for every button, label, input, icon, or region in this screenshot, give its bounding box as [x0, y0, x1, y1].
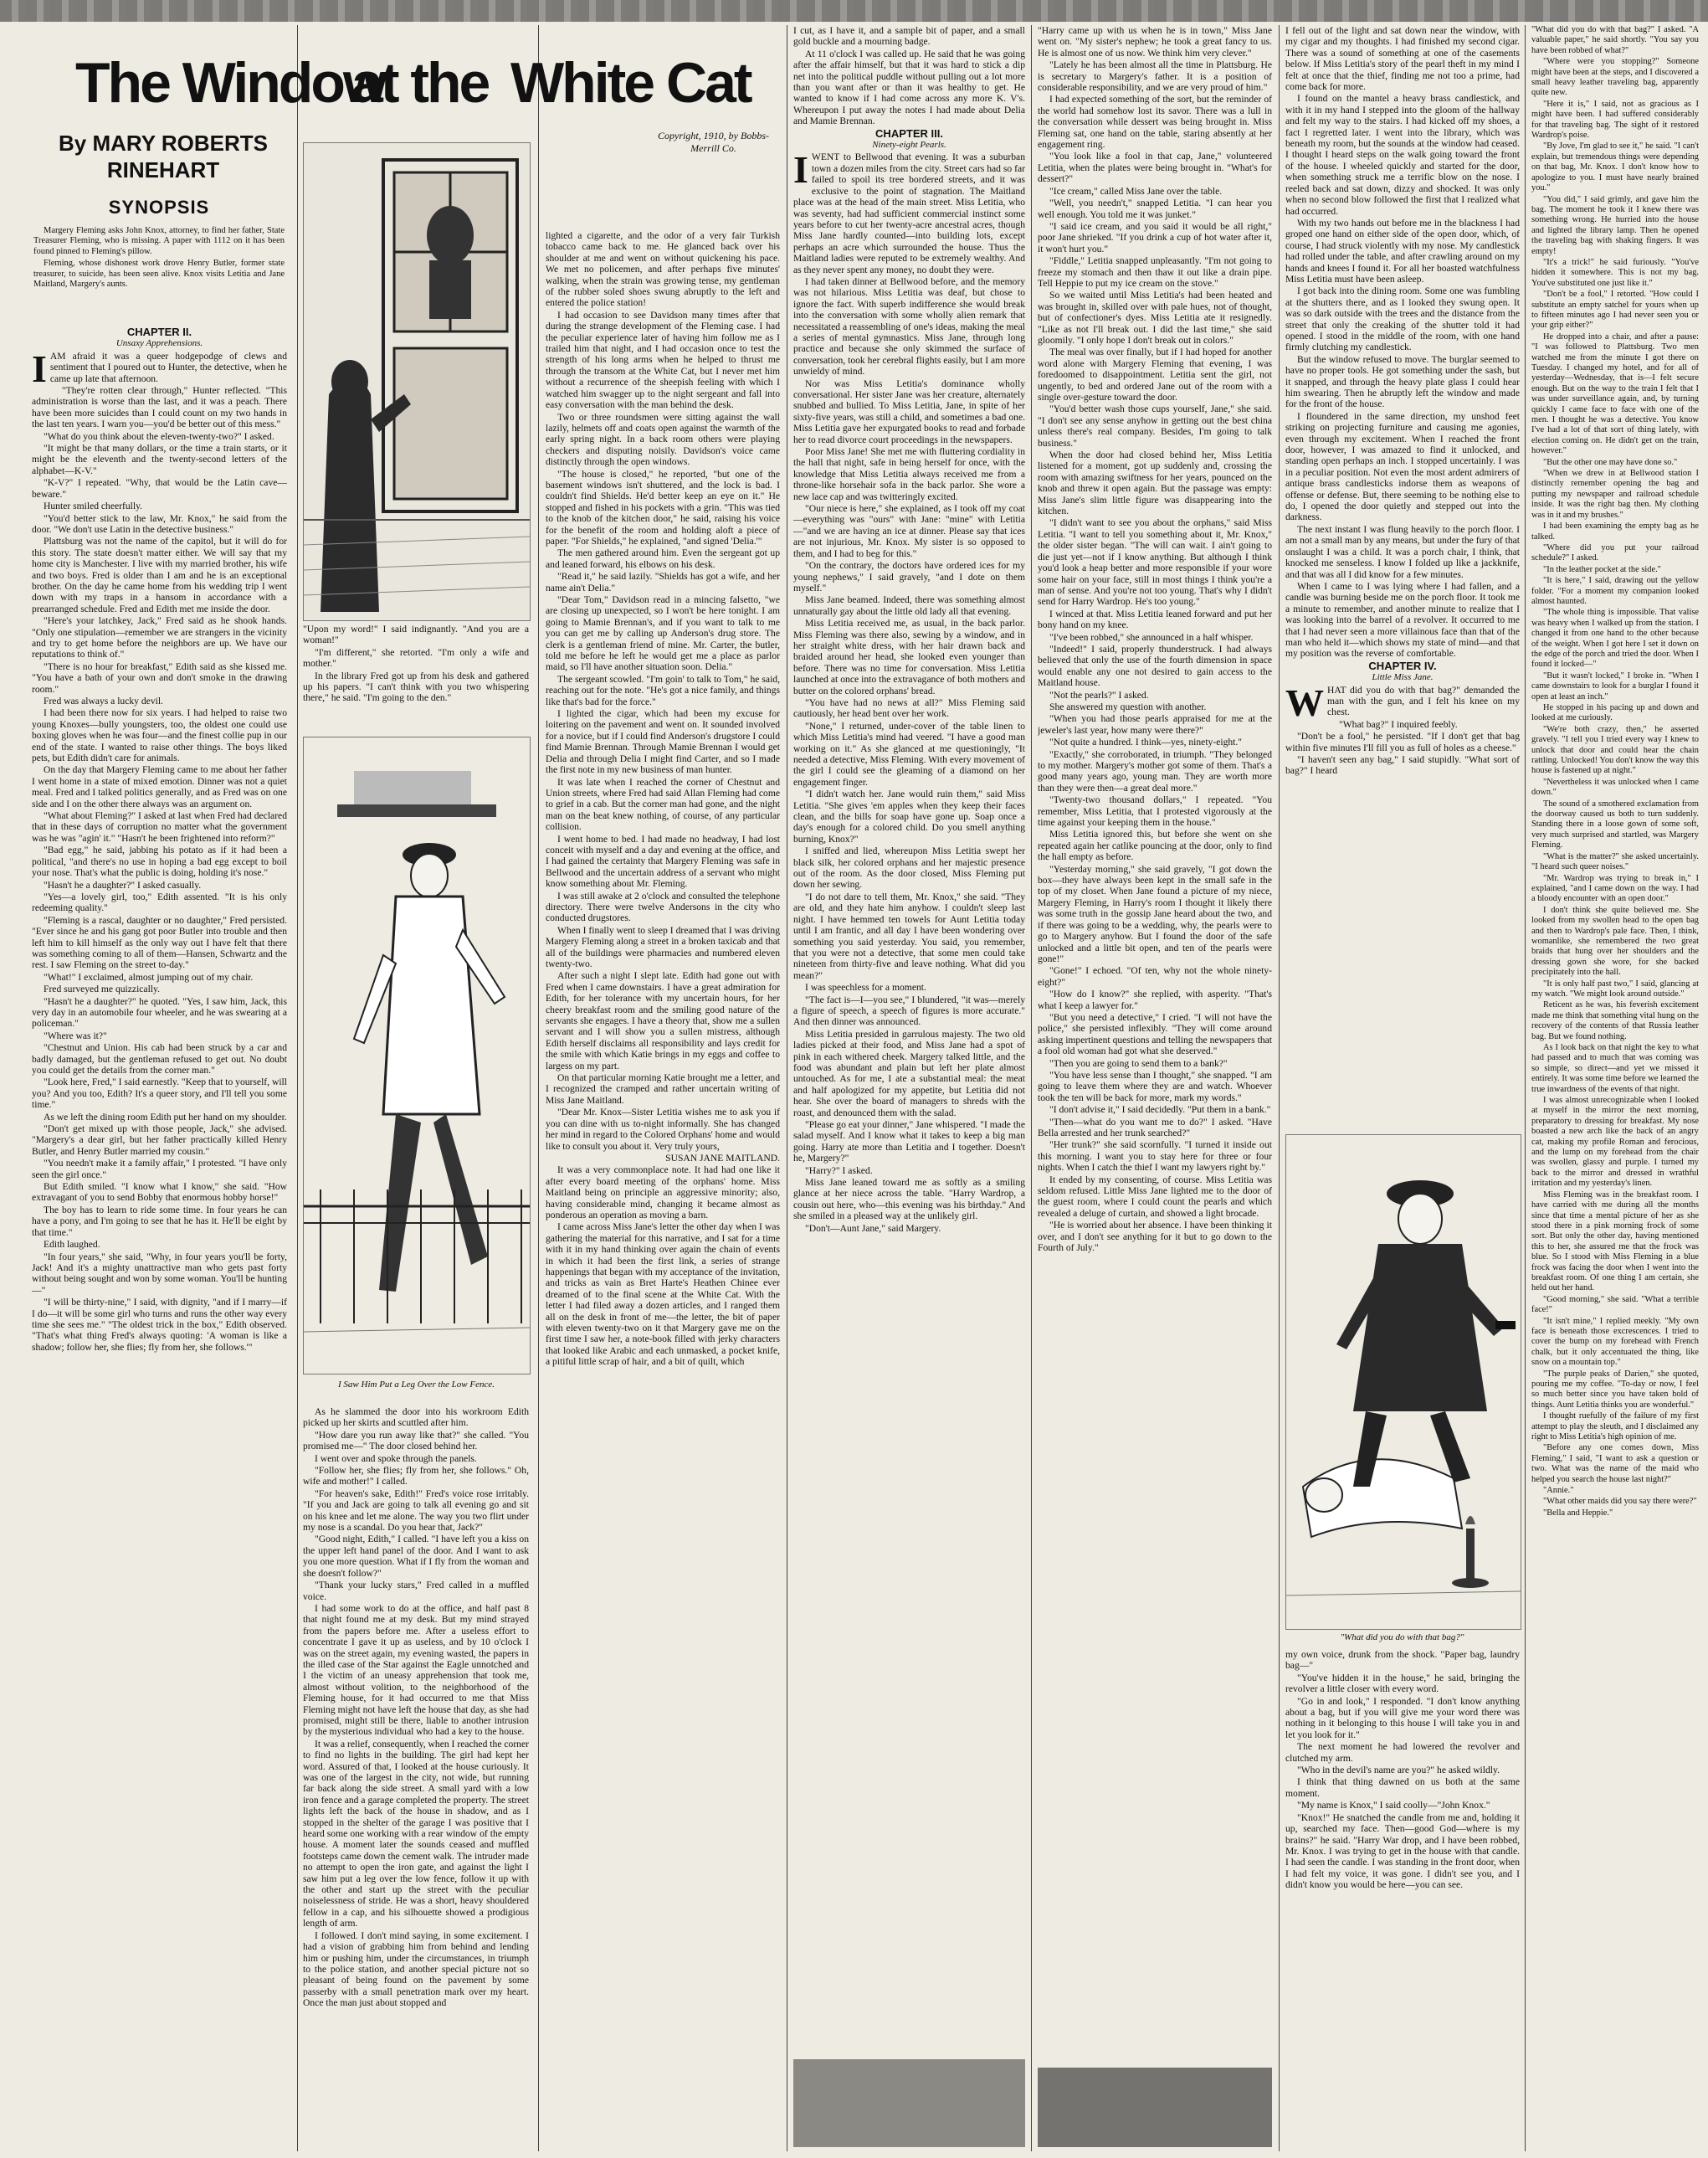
synopsis-text: Margery Fleming asks John Knox, attorney, to find her father, State Treasurer Fleming, who is missing. A paper with 1112 on it has been found pinned to Fleming's pillow. Fleming, whose dishonest work drove Henry Butler, former state treasurer, to suicide, has been seen alive. Knox visits Letitia and Jane Maitland, Margery's aunts.: [33, 226, 285, 290]
drop-cap: I: [793, 148, 808, 192]
column-rule: [1279, 25, 1280, 2151]
illustration-revolver: [1285, 1134, 1521, 1630]
column-1: CHAPTER II. Unsaxy Apprehensions. IAM afraid it was a queer hodgepodge of clews and sentiment that I poured out to Hunter, the detective, when he came up late that afternoon. "They're rotten clear through," Hunter reflected. "This administration is worse than the last, and it was a peach. There have been more suicides than I could count on my two hands in the last ten years. I warn you—you'd be better out of this mess." "What do you think about the eleven-twenty-two?" I asked. "It might be that many dollars, or the time a train starts, or it might be the eleventh and the twenty-second letters of the alphabet—K-V." "K-V?" I repeated. "Why, that would be the Latin cave—beware." Hunter smiled cheerfully. "You'd better stick to the law, Mr. Knox," he said from the door. "We don't use Latin in the detective business." Plattsburg was not the name of the capitol, but it will do for this story. The state doesn't matter either. We will say that my home city is Manchester. I live with my married brother, his wife and two boys. Fred is older than I am and he is an exceptional brother. On the day he came home from his wedding trip I went down with my traps in a hansom in accordance with a prearranged schedule. Fred and Edith met me inside the door. "Here's your latchkey, Jack," Fred said as he shook hands. "Only one stipulation—remember we are strangers in the vicinity and try to get home before the neighbors are up. We have our reputations to think of." "There is no hour for breakfast," Edith said as she kissed me. "You have a bath of your own and don't smoke in the drawing room." Fred was always a lucky devil. I had been there now for six years. I had helped to raise two young Knoxes—bully youngsters, too, the oldest one could use boxing gloves when he was four—and the finest collie pup in our end of the state. I wanted to raise other things. The boys liked pets, but Edith didn't care for animals. On the day that Margery Fleming came to me about her father I went home in a state of mixed emotion. Dinner was not a quiet meal. Fred and I talked politics generally, and as Fred was on one side and I on the other there always was an argument on. "What about Fleming?" I asked at last when Fred had declared that in these days of corruption no matter what the government was he was "agin' it." "Hasn't he been frightened into reform?" "Bad egg," he said, jabbing his potato as if it had been a political, "and there's no use in hoping a bad egg except to boil your nose. That's what the public is doing, holding it's nose." "Hasn't he a daughter?" I asked casually. "Yes—a lovely girl, too," Edith assented. "It is his only redeeming quality." "Fleming is a rascal, daughter or no daughter," Fred persisted. "Ever since he and his gang got poor Butler into trouble and then left him to kill himself as the only way out I have felt that there was something coming to all of them—Hansen, Schwartz and the rest. I saw Fleming on the street to-day." "What!" I exclaimed, almost jumping out of my chair. Fred surveyed me quizzically. "Hasn't he a daughter?" he quoted. "Yes, I saw him, Jack, this very day in an automobile four wheeler, and he was swearing at a policeman." "Where was it?" "Chestnut and Union. His cab had been struck by a car and badly damaged, but the gentleman refused to get out. No doubt you could get the details from the corner man." "Look here, Fred," I said earnestly. "Keep that to yourself, will you? And you too, Edith? It's a queer story, and I'll tell you some time." As we left the dining room Edith put her hand on my shoulder. "Don't get mixed up with those people, Jack," she advised. "Margery's a dear girl, but her father practically killed Henry Butler, and Henry Butler married my cousin." "You needn't make it a family affair," I protested. "I have only seen the girl once." But Edith smiled. "I know what I know," she said. "How extravagant of you to send Bobby that enormous hobby horse!" The boy has to learn to ride some time. In four years he can have a pony, and I'm going to see that he has it. He'll be eight by that time." Edith laughed. "In four years," she said, "Why, in four years you'll be forty, Jack! And it's a mighty unattractive man who gets past forty without being sought and won by some woman. You'll be hunting—" "I will be thirty-nine," I said, with dignity, "and if I marry—if I do—it will be some girl who turns and runs the other way every time she sees me." "The oldest trick in the box," Edith observed. "That's what thing Fred's always quoting: 'A woman is like a shadow; follow her, she flies; fly from her, she follows.'": [32, 326, 287, 1353]
column-2-top: "Upon my word!" I said indignantly. "And you are a woman!" "I'm different," she retorted. "I'm only a wife and mother." In the library Fred got up from his desk and gathered up his papers. "I can't think with you two whispering there," he said. "I'm going to the den.": [303, 624, 529, 704]
column-4: I cut, as I have it, and a sample bit of paper, and a small gold buckle and a mourning badge. At 11 o'clock I was called up. He said that he was going after the affair himself, but that it was hard to stick a dip net into the political puddle without pulling out a lot more than you want after or than it was healthy to get. He wanted to know if I had come across any more K. V's. Whereupon I put away the notes I had made about Delia and Mamie Brennan. CHAPTER III. Ninety-eight Pearls. IWENT to Bellwood that evening. It was a suburban town a dozen miles from the city. Street cars had so far failed to spoil its tree bordered streets, and it was exclusive to the point of stagnation. The Maitland place was at the head of the main street. Miss Letitia, who was seventy, had had sufficient commercial instinct some years before to cut her twenty-acre ancestral acres, though Miss Jane hardly counted—into building lots, except perhaps an acre which surrounded the house. Thus the Maitland ladies were reputed to be extremely wealthy. And as they never spent any money, no doubt they were. I had taken dinner at Bellwood before, and the memory was not hilarious. Miss Letitia was deaf, but chose to ignore the fact. With superb indifference she would break into the conversation with some wholly alien remark that necessitated a reassembling of one's ideas, making the meal a series of mental gymnastics. Miss Jane, through long practice and because she only skimmed the surface of conversation, took her cerebral flights easily, but I am more unwieldy of mind. Nor was Miss Letitia's dominance wholly conversational. Her sister Jane was her creature, alternately snubbed and bullied. To Miss Letitia, Jane, in spite of her sixty-five years, was still a child, and sometimes a bad one. Miss Letitia gave her expurgated books to read and forbade her to read divorce court proceedings in the newspapers. Poor Miss Jane! She met me with fluttering cordiality in the hall that night, safe in being herself for once, with the knowledge that Miss Letitia always received me from a throne-like horsehair sofa in the back parlor. She wore a new lace cap and was twitteringly excited. "Our niece is here," she explained, as I took off my coat—everything was "ours" with Jane: "mine" with Letitia—"and we are having an ice at dinner. Please say that ices are not injurious, Mr. Knox. My sister is so opposed to them, and I had to beg for this." "On the contrary, the doctors have ordered ices for my young nephews," I said gravely, "and I dote on them myself." Miss Jane beamed. Indeed, there was something almost unnaturally gay about the little old lady all that evening. Miss Letitia received me, as usual, in the back parlor. Miss Fleming was there also, sewing by a window, and in her straight white dress, with her hair drawn back and braided around her head, she looked even younger than before. There was no time for conversation. Miss Letitia launched at once into the extravagance of both mothers and butter on the colored orphans' bread. "You have had no news at all?" Miss Fleming said cautiously, her head bent over her work. "None," I returned, under-cover of the table linen to which Miss Letitia's mind had veered. "I have a good man working on it." As she glanced at me questioningly, "It needed a detective, Miss Fleming. With every movement of the girl I could see the gleaming of a diamond on her engagement finger. "I didn't watch her. Jane would ruin them," said Miss Letitia. "She gives 'em apples when they keep their faces clean, and the bills for soap have gone up. Soap once a day's enough for a colored child. Do you smell anything burning, Knox?" I sniffed and lied, whereupon Miss Letitia swept her black silk, her colored orphans and her majestic presence out of the room. As the door closed, Miss Fleming put down her sewing. "I do not dare to tell them, Mr. Knox," she said. "They are old, and they hate him anyhow. I couldn't sleep last night. I have hemmed ten towels for Aunt Letitia today until I am frantic, and all day I have been wondering over something you said yesterday. You said, you remember, that you were not a detective, that some men could take nineteen from thirty-five and leave nothing. What did you mean?" I was speechless for a moment. "The fact is—I—you see," I blundered, "it was—merely a figure of speech, a speech of figures is more accurate." And then dinner was announced. Miss Letitia presided in garrulous majesty. The two old ladies picked at their food, and Miss Jane had a spot of pink in each withered cheek. Margery talked little, and the food was abundant and plain but left her plate almost untouched. As for me, I ate a substantial meal: the meat and half apologized for my appetite, but Letitia did not hear. She over the board of managers to shreds with the roast, and denounced them with the salad. "Please go eat your dinner," Jane whispered. "I made the salad myself. And I know what it takes to keep a big man going. Harry ate more than Letitia and I together. Doesn't he, Margery?" "Harry?" I asked. Miss Jane leaned toward me as softly as a smiling glance at her niece across the table. "Harry Wardrop, a cousin out here, who—this evening was his birthday." And she smiled in a pleased way at the unlikely girl. "Don't—Aunt Jane," said Margery.: [793, 25, 1025, 1234]
copyright-notice: Copyright, 1910, by Bobbs- Merrill Co.: [658, 130, 769, 154]
title-part-2: at the: [351, 51, 489, 115]
synopsis-heading: SYNOPSIS: [108, 197, 210, 218]
chapter-subheading: Unsaxy Apprehensions.: [115, 338, 203, 349]
drop-cap: I: [32, 347, 47, 390]
ink-smudge: [793, 2059, 1025, 2147]
column-6: I fell out of the light and sat down near the window, with my cigar and my thoughts. I had finished my second cigar. There was a sound of something at one of the casements below. If Miss Letitia's story of the pearl theft in my mind I felt at once that the thief, finding me not too a prime, had come back for more. I found on the mantel a heavy brass candlestick, and with it in my hand I stepped into the gloom of the hallway and felt my way to the stairs. I had kicked off my shoes, a fact I regretted later. I went into the library, which was beneath my room, but the sounds at the window had ceased. I thought I heard steps on the walk going toward the front of the house. I wheeled quickly and started for the door, when something struck me a terrific blow on the nose. I reeled back and sat down, dizzy and shocked. It was only when no second blow followed the first that I realized what had occurred. With my two hands out before me in the blackness I had groped one hand on either side of the open door, which, of course, I had struck violently with my nose. My candlestick had rolled under the table, and after crawling around on my hands and knees I found it. For all her boasted watchfulness Miss Letitia must have been asleep. I got back into the dining room. Some one was fumbling at the shutters there, and as I looked they swung open. It was so dark outside with the trees and the distance from the street that only the creaking of the shutter told it had opened. I stood in the middle of the room, with one hand firmly clutching my candlestick. But the window refused to move. The burglar seemed to have no proper tools. He got something under the sash, but it snapped, and through the heavy plate glass I could hear him swearing. Then he abruptly left the window and made for the front of the house. I floundered in the same direction, my unshod feet striking on projecting furniture and causing me agonies, even through my excitement. When I reached the front door, however, I was amazed to find it unlocked, and standing open perhaps an inch. I stopped uncertainly. I was in a peculiar position. Not even the most ardent admirers of antique brass candlesticks indorse them as weapons of offense or defense. But, there seeming to be nothing else to do, I opened the door quietly and stepped out into the darkness. The next instant I was flung heavily to the porch floor. I am not a small man by any means, but under the fury of that onslaught I was a child. It was a porch chair, I think, that knocked me senseless. I know I folded up like a jackknife, and that was all I did know for a few minutes. When I came to I was lying where I had fallen, and a candle was burning beside me on the porch floor. It took me a minute to remember, and another minute to realize that I was looking into the barrel of a revolver. It occurred to me that I had never seen a more villainous face than that of the man who held it—which shows my state of mind—and that my position was the reverse of comfortable. CHAPTER IV. Little Miss Jane. WHAT did you do with that bag?" demanded the man with the gun, and I felt his knee on my chest. "What bag?" I inquired feebly. "Don't be a fool," he persisted. "If I don't get that bag within five minutes I'll fill you as full of holes as a cheese." "I haven't seen any bag," I said stupidly. "What sort of bag?" I heard: [1285, 25, 1520, 777]
chapter-heading: CHAPTER II.: [126, 326, 192, 338]
masthead-strip: [0, 0, 1708, 22]
illustration-caption: I Saw Him Put a Leg Over the Low Fence.: [338, 1380, 495, 1390]
drop-cap: W: [1285, 681, 1324, 724]
chapter-heading: CHAPTER III.: [875, 126, 943, 140]
column-2: As he slammed the door into his workroom Edith picked up her skirts and scuttled after him. "How dare you run away like that?" she called. "You promised me—" The door closed behind her. I went over and spoke through the panels. "Follow her, she flies; fly from her, she follows." Oh, wife and mother!" I called. "For heaven's sake, Edith!" Fred's voice rose irritably. "If you and Jack are going to talk all evening go and sit on his knee and let me alone. The way you two flirt under my nose is a scandal. Do you hear that, Jack?" "Good night, Edith," I called. "I have left you a kiss on the upper left hand panel of the door. And I want to ask you one more question. What if I fly from the woman and she doesn't follow?" "Thank your lucky stars," Fred called in a muffled voice. I had some work to do at the office, and half past 8 that night found me at my desk. But my mind strayed from the papers before me. After a useless effort to concentrate I gave it up as useless, and by 10 o'clock I was on the street again, my evening wasted, the papers in the illed case of the Star against the Eagle unnotched and I the victim of an uneasy apprehension that took me, almost without volition, to the neighborhood of the Fleming house, for it had occurred to me that Miss Fleming might not have left the house that day, as she had promised, might still be there, liable to another intrusion by the mysterious individual who had a key to the house. It was a relief, consequently, when I reached the corner to find no lights in the building. The girl had kept her word. Assured of that, I looked at the house curiously. It was one of the largest in the city, not wide, but running far back along the side street. A small yard with a low iron fence and a garage completed the property. The street lights left the back of the house in shadow, and as I stopped in the shelter of the garage I was positive that I heard some one working with a rear window of the empty house. A moment later the sounds ceased and muffled footsteps came down the cement walk. The intruder made no attempt to open the iron gate, and against the light I saw him put a leg over the low fence, follow it up with the other and start up the street with the peculiar noiselessness of stride. He was a short, heavy shouldered fellow in a cap, and his silhouette showed a prodigious length of arm. I followed. I don't mind saying, in some excitement. I had a vision of grabbing him from behind and lending him or pushing him, under the circumstances, in triumph to the police station, and another special picture not so pleasant of being found on the pavement by some passerby with a small penetration mark over my heart. Once the man just about stopped and: [303, 1406, 529, 2009]
column-rule: [538, 25, 539, 2151]
column-7: "What did you do with that bag?" I asked. "A valuable paper," he said shortly. "You say you have been robbed of what?" "Where were you stopping?" Someone might have been at the steps, and I discovered a small heavy leather traveling bag, apparently quite new. "Here it is," I said, not as gracious as I might have been. I had suffered considerably for that traveling bag. The sight of it restored Wardrop's poise. "By Jove, I'm glad to see it," he said. "I can't explain, but tremendous things were depending on that bag, Mr. Knox. I don't know how to apologize to you. I must have nearly brained you." "You did," I said grimly, and gave him the bag. The moment he took it I knew there was something wrong. He hurried into the house and lighted the library lamp. Then he opened the traveling bag with shaking fingers. It was empty! "It's a trick!" he said furiously. "You've hidden it somewhere. This is not my bag. You've substituted one just like it." "Don't be a fool," I retorted. "How could I substitute an empty satchel for yours when up to fifteen minutes ago I had never seen you or your grip either?" He dropped into a chair, and after a pause: "I was followed to Plattsburg. Two men watched me from the minute I got there on Tuesday. I changed my hotel, and for all of yesterday—Wednesday, that is—I felt secure enough. But on the way to the train I felt that I was under surveillance again, and, by turning quickly I came face to face with one of the men. I thought he was a detective. You know I've had a lot of that sort of thing lately, with election coming on. He didn't get on the train, however." "But the other one may have done so." "When we drew in at Bellwood station I distinctly remember opening the bag and putting my newspaper and railroad schedule inside. It was the right bag then. My clothing was in it and my brushes." I had been examining the empty bag as he talked. "Where did you put your railroad schedule?" I asked. "In the leather pocket at the side." "It is here," I said, drawing out the yellow folder. "For a moment my companion looked almost haunted. "The whole thing is impossible. That valise was heavy when I walked up from the station. I changed it from one hand to the other because of the weight. When I got here I set it down on the edge of the porch and tried the door. When I found it locked—" "But it wasn't locked," I broke in. "When I came downstairs to look for a burglar I found it open at least an inch." He stopped in his pacing up and down and looked at me curiously. "We're both crazy, then," he asserted gravely. "I tell you I tried every way I knew to unlock that door and could hear the chain rattling. Unlocked! You don't know the way this house is fastened up at night." "Nevertheless it was unlocked when I came down." The sound of a smothered exclamation from the doorway caused us both to turn suddenly. Standing there in a loose gown of some soft, very much surprised and startled, was Margery Fleming. "What is the matter?" she asked uncertainly. "I heard such queer noises." "Mr. Wardrop was trying to break in," I explained, "and I came down on the way. I had a bloody encounter with an open door." I don't think she quite believed me. She looked from my swollen head to the open bag and then to Wardrop's pale face. Then, I think, womanlike, she remembered the two great braids that hung over her shoulders and the dressing gown she wore, for she backed precipitately into the hall. "It is only half past two," I said, glancing at my watch. "We might look around outside." Reticent as he was, his feverish excitement made me think that something vital hung on the recovery of the contents of that Russia leather bag. But we found nothing. As I look back on that night the key to what had passed and to much that was coming was so simple, so direct—and yet we missed it entirely. It was some time before we learned the true inwardness of the events of that night. I was almost unrecognizable when I looked at myself in the mirror the next morning, preparatory to dressing for breakfast. My nose boasted a new arch like the back of an angry cat, making my profile Roman and ferocious, and the lump on my forehead from the chair was swollen, glassy and purple. I turned my back to the mirror and dressed in wrathful irritation and my yesterday's linen. Miss Fleming was in the breakfast room. I have carried with me during all the months since that time a mental picture of her as she stood there in a pink morning frock of some sort. But only the other day, having mentioned this to her, she assured me that the frock was blue. So I stood with Miss Fleming in a blue frock was facing the door when I went into the breakfast room. Of one thing I am certain, she held out her hand. "Good morning," she said. "What a terrible face!" "It isn't mine," I replied meekly. "My own face is beneath those excrescences. I tried to cover the bump on my forehead with French chalk, but it only accentuated the thing, like snow on a mountain top." "The purple peaks of Darien," she quoted, pouring me my coffee. "To-day or now, I feel so much better since you have taken hold of things. Aunt Letitia thinks you are wonderful." I thought ruefully of the failure of my first attempt to play the sleuth, and I disclaimed any right to Miss Letitia's high opinion of me. "Before any one comes down, Miss Fleming," I said, "I want to ask a question or two. What was the name of the maid who helped you search the house last night?" "Annie." "What other maids did you say there were?" "Bella and Heppie.": [1531, 25, 1699, 1518]
illustration-window: [303, 142, 531, 621]
title-part-1: The Window: [75, 51, 385, 115]
illustration-caption: "What did you do with that bag?": [1340, 1632, 1464, 1642]
column-6-bottom: my own voice, drunk from the shock. "Paper bag, laundry bag—" "You've hidden it in the house," he said, bringing the revolver a little closer with every word. "Go in and look," I responded. "I don't know anything about a bag, but if you will give me your word there was nothing in it belonging to this house I will take you in and let you look for it." The next moment he had lowered the revolver and clutched my arm. "Who in the devil's name are you?" he asked wildly. I think that thing dawned on us both at the same moment. "My name is Knox," I said coolly—"John Knox." "Knox!" He snatched the candle from me and, holding it up, searched my face. Then—good God—where is my brains?" he said. "Harry War drop, and I have been robbed, Mr. Knox. I was trying to get in the house with that candle. I had seen the candle. I was standing in the front door, when I had felt my voice, it was gone. I didn't see you, and I didn't know you would be here—you can see.: [1285, 1649, 1520, 1891]
column-rule: [297, 25, 298, 2151]
column-5: "Harry came up with us when he is in town," Miss Jane went on. "My sister's nephew; he took a great fancy to us. He is almost one of us now. We think him very clever." "Lately he has been almost all the time in Plattsburg. He is secretary to Margery's father. It is a position of considerable responsibility, and we are very proud of him." I had expected something of the sort, but the reminder of the world had somehow lost its savor. There was a lull in the conversation while dessert was being brought in. Miss Fleming sat, one hand on the table, staring absently at her engagement ring. "You look like a fool in that cap, Jane," volunteered Letitia, when the plates were being brought in. "What's for dessert?" "Ice cream," called Miss Jane over the table. "Well, you needn't," snapped Letitia. "I can hear you well enough. You told me it was junket." "I said ice cream, and you said it would be all right," poor Jane shrieked. "If you drink a cup of hot water after it, it won't hurt you." "Fiddle," Letitia snapped unpleasantly. "I'm not going to freeze my stomach and then thaw it out like a drain pipe. Tell Heppie to put my ice cream on the stove." So we waited until Miss Letitia's had been heated and was brought in, skilled over with pale hues, not of thought, but of confectioner's dyes. Miss Letitia ate it resignedly. "Like as not I'll break out. I did the last time," she said gloomily. "I only hope I don't break out in colors." The meal was over finally, but if I had hoped for another word alone with Margery Fleming that evening, I was foredoomed to disappointment. Letitia sent the girl, not ungently, to bed and ordered Jane out of the room with a single over-gesture toward the door. "You'd better wash those cups yourself, Jane," she said. "I don't see any sense anyhow in getting out the best china unless there's real company. Besides, I'm going to talk business." When the door had closed behind her, Miss Letitia listened for a moment, got up suddenly and, crossing the room with amazing swiftness for her years, pounced on the knob and threw it open again. But the passage was empty: Miss Jane's slim little figure was disappearing into the kitchen. "I didn't want to see you about the orphans," said Miss Letitia. "I want to tell you something about it, Mr. Knox," the older sister began. "The will can wait. I ain't going to die just yet—not if I know anything. But although I think you'd look a heap better and more responsible if your wore some hair on your face, still in most things I think you're a man of sense. And you're not too young. That's why I didn't send for Harry Wardrop. He's too young." I winced at that. Miss Letitia leaned forward and put her bony hand on my knee. "I've been robbed," she announced in a half whisper. "Indeed!" I said, properly thunderstruck. I had always believed that only the use of the fourth dimension in space would enable any one not desired to gain access to the Maitland house. "Not the pearls?" I asked. She answered my question with another. "When you had those pearls appraised for me at the jeweler's last year, how many were there?" "Not quite a hundred. I think—yes, ninety-eight." "Exactly," she corroborated, in triumph. "They belonged to my mother. Margery's mother got some of them. That's a good many years ago, young man. They are worth more than they were then—a great deal more." "Twenty-two thousand dollars," I repeated. "You remember, Miss Letitia, that I protested vigorously at the time against your keeping them in the house." Miss Letitia ignored this, but before she went on she repeated again her catlike pouncing at the door, only to find the hall empty as before. "Yesterday morning," she said gravely, "I got down the box—they have always been kept in the small safe in the top of my closet. When Jane found a picture of my niece, Margery Fleming, in Harry's room I thought it likely there was some truth in the gossip Jane heard about the two, and if there was going to be a wedding, why, the pearls were to go to Margery anyhow. But I found the door of the safe unlocked and a little bit open, and ten of the pearls were gone!" "Gone!" I echoed. "Of ten, why not the whole ninety-eight?" "How do I know?" she replied, with asperity. "That's what I keep a lawyer for." "But you need a detective," I cried. "I will not have the police," she persisted inflexibly. "They will come around asking impertinent questions and telling the newspapers that a fool old woman had got what she deserved." "Then you are going to send them to a bank?" "You have less sense than I thought," she snapped. "I am going to leave them where they are and watch. Whoever took the ten will be back for more, mark my words." "I don't advise it," I said decidedly. "Put them in a bank." "Then—what do you want me to do?" I asked. "Have Bella arrested and her trunk searched?" "Her trunk?" she said scornfully. "I turned it inside out this morning. I want you to stay here for three or four nights. When I catch the thief I want my lawyers right by." It ended by my consenting, of course. Miss Letitia was seldom refused. Little Miss Jane lighted me to the door of the guest room, where I could count the pearls and which revealed a deluge of curtain, and showed a light brocade. "He is worried about her absence. I have been thinking it over, and I don't see anything for it but to go down to the Fourth of July.": [1038, 25, 1272, 1254]
byline: By MARY ROBERTS RINEHART: [59, 131, 268, 182]
column-3: lighted a cigarette, and the odor of a very fair Turkish tobacco came back to me. He glanced back over his shoulder at me and went on without quickening his pace. We met no policemen, and after perhaps five minutes' walking, when the strain was growing tense, my gentleman of the rubber soled shoes swung abruptly to the left and entered the police station! I had occasion to see Davidson many times after that during the strange development of the Fleming case. I had the peculiar experience later of having him follow me as I trailed him that night, and I had occasion once to test the strength of his long arms when he helped to thrust me through the transom at the White Cat, but I never met him without a recurrence of the sheepish feeling with which I watched him swagger up to the night sergeant and fall into easy conversation with the man behind the desk. Two or three roundsmen were sitting against the wall lazily, helmets off and coats open against the warmth of the early spring night. In a back room others were playing checkers and disputing noisily. Davidson's voice came distinctly through the open windows. "The house is closed," he reported, "but one of the basement windows isn't shuttered, and the lock is bad. I couldn't find Shields. He'd better keep an eye on it." He stopped and fished in his pockets with a grin. "This was tied to the knob of the kitchen door," he said, raising his voice for the benefit of the room and holding aloft a piece of paper. "For Shields," he explained, "and signed 'Delia.'" The men gathered around him. Even the sergeant got up and leaned forward, his elbows on his desk. "Read it," he said lazily. "Shields has got a wife, and her name ain't Delia." "Dear Tom," Davidson read in a mincing falsetto, "we are closing up unexpected, so I won't be here tonight. I am going to Mamie Brennan's, and if you want to talk to me you can get me by calling up Anderson's drug store. The clerk is a gentleman friend of mine. Mr. Carter, the butler, told me before he left he would get me a place as parlor maid, so I'll have another situation soon. Delia." The sergeant scowled. "I'm goin' to talk to Tom," he said, reaching out for the note. "He's got a nice family, and things like that's bad for the force." I lighted the cigar, which had been my excuse for loitering on the pavement and went on. It sounded involved for a novice, but if I could find Anderson's drugstore I could find Mamie Brennan. Through Mamie Brennan I would get Delia and through Delia I might find Carter, and so I made the first note in my new business of man hunter. It was late when I reached the corner of Chestnut and Union streets, where Fred had said Allan Fleming had come to grief in a cab. But the corner man had gone, and the night man on the beat knew nothing, of course, of any particular collision. I went home to bed. I had made no headway, I had lost conceit with myself and a day and evening at the office, and I had gained the certainty that Margery Fleming was safe in Bellwood and the uncertain address of a servant who might know something about Mr. Fleming. I was still awake at 2 o'clock and consulted the telephone directory. There were twelve Andersons in the city who conducted drugstores. When I finally went to sleep I dreamed that I was driving Margery Fleming along a street in a broken taxicab and that all of the buildings were pharmacies and numbered eleven twenty-two. After such a night I slept late. Edith had gone out with Fred when I came downstairs. I have a great admiration for Edith, for her tolerance with my uncertain hours, for her cheery breakfast room and the smiling good nature of the servants she engages. I have a theory that, show me a sullen servant and I will show you a sullen mistress, although Edith herself disclaims all responsibility and lays credit for the smile with which Katie brings in my eggs and coffee to largess on my part. On that particular morning Katie brought me a letter, and I recognized the cramped and rather uncertain writing of Miss Jane Maitland. "Dear Mr. Knox—Sister Letitia wishes me to ask you if you can dine with us to-night informally. She has changed her mind in regard to the Colored Orphans' home and would like to consult you about it. Very truly yours, SUSAN JANE MAITLAND. It was a very commonplace note. It had had one like it after every board meeting of the orphans' home. Miss Maitland being on principle an aggressive minority; also, having considerable mind, changing it became almost as ponderous an operation as moving a barn. I came across Miss Jane's letter the other day when I was gathering the material for this narrative, and I sat for a time with it in my hand thinking over again the chain of events in which it had been the first link, a series of strange happenings that began with my acceptance of the invitation, and tricks as vain as Bret Harte's Heathen Chinee ever dreamed of to the final scene at the White Cat. With the letter I had filed away a dozen articles, and I ranged them all on the desk in front of me—the letter, the bit of paper with eleven twenty-two on it that Margery gave me on the first time I saw her, a note-book filled with jerky characters that looked like Arabic and each unmasked, a pocket knife, a pitiful little scrap of hair, and a bit of quilt, which: [546, 230, 780, 1368]
man-climbing-fence-icon: [304, 737, 530, 1374]
title-part-3: White Cat: [510, 51, 751, 115]
chapter-heading: CHAPTER IV.: [1368, 659, 1437, 672]
column-rule: [1525, 25, 1526, 2151]
chapter-subheading: Ninety-eight Pearls.: [872, 140, 946, 151]
column-rule: [1031, 25, 1032, 2151]
ink-smudge: [1038, 2068, 1272, 2147]
illustration-man-fence: [303, 737, 531, 1374]
man-with-revolver-icon: [1286, 1135, 1521, 1629]
window-scene-icon: [304, 143, 530, 620]
chapter-subheading: Little Miss Jane.: [1372, 672, 1434, 683]
